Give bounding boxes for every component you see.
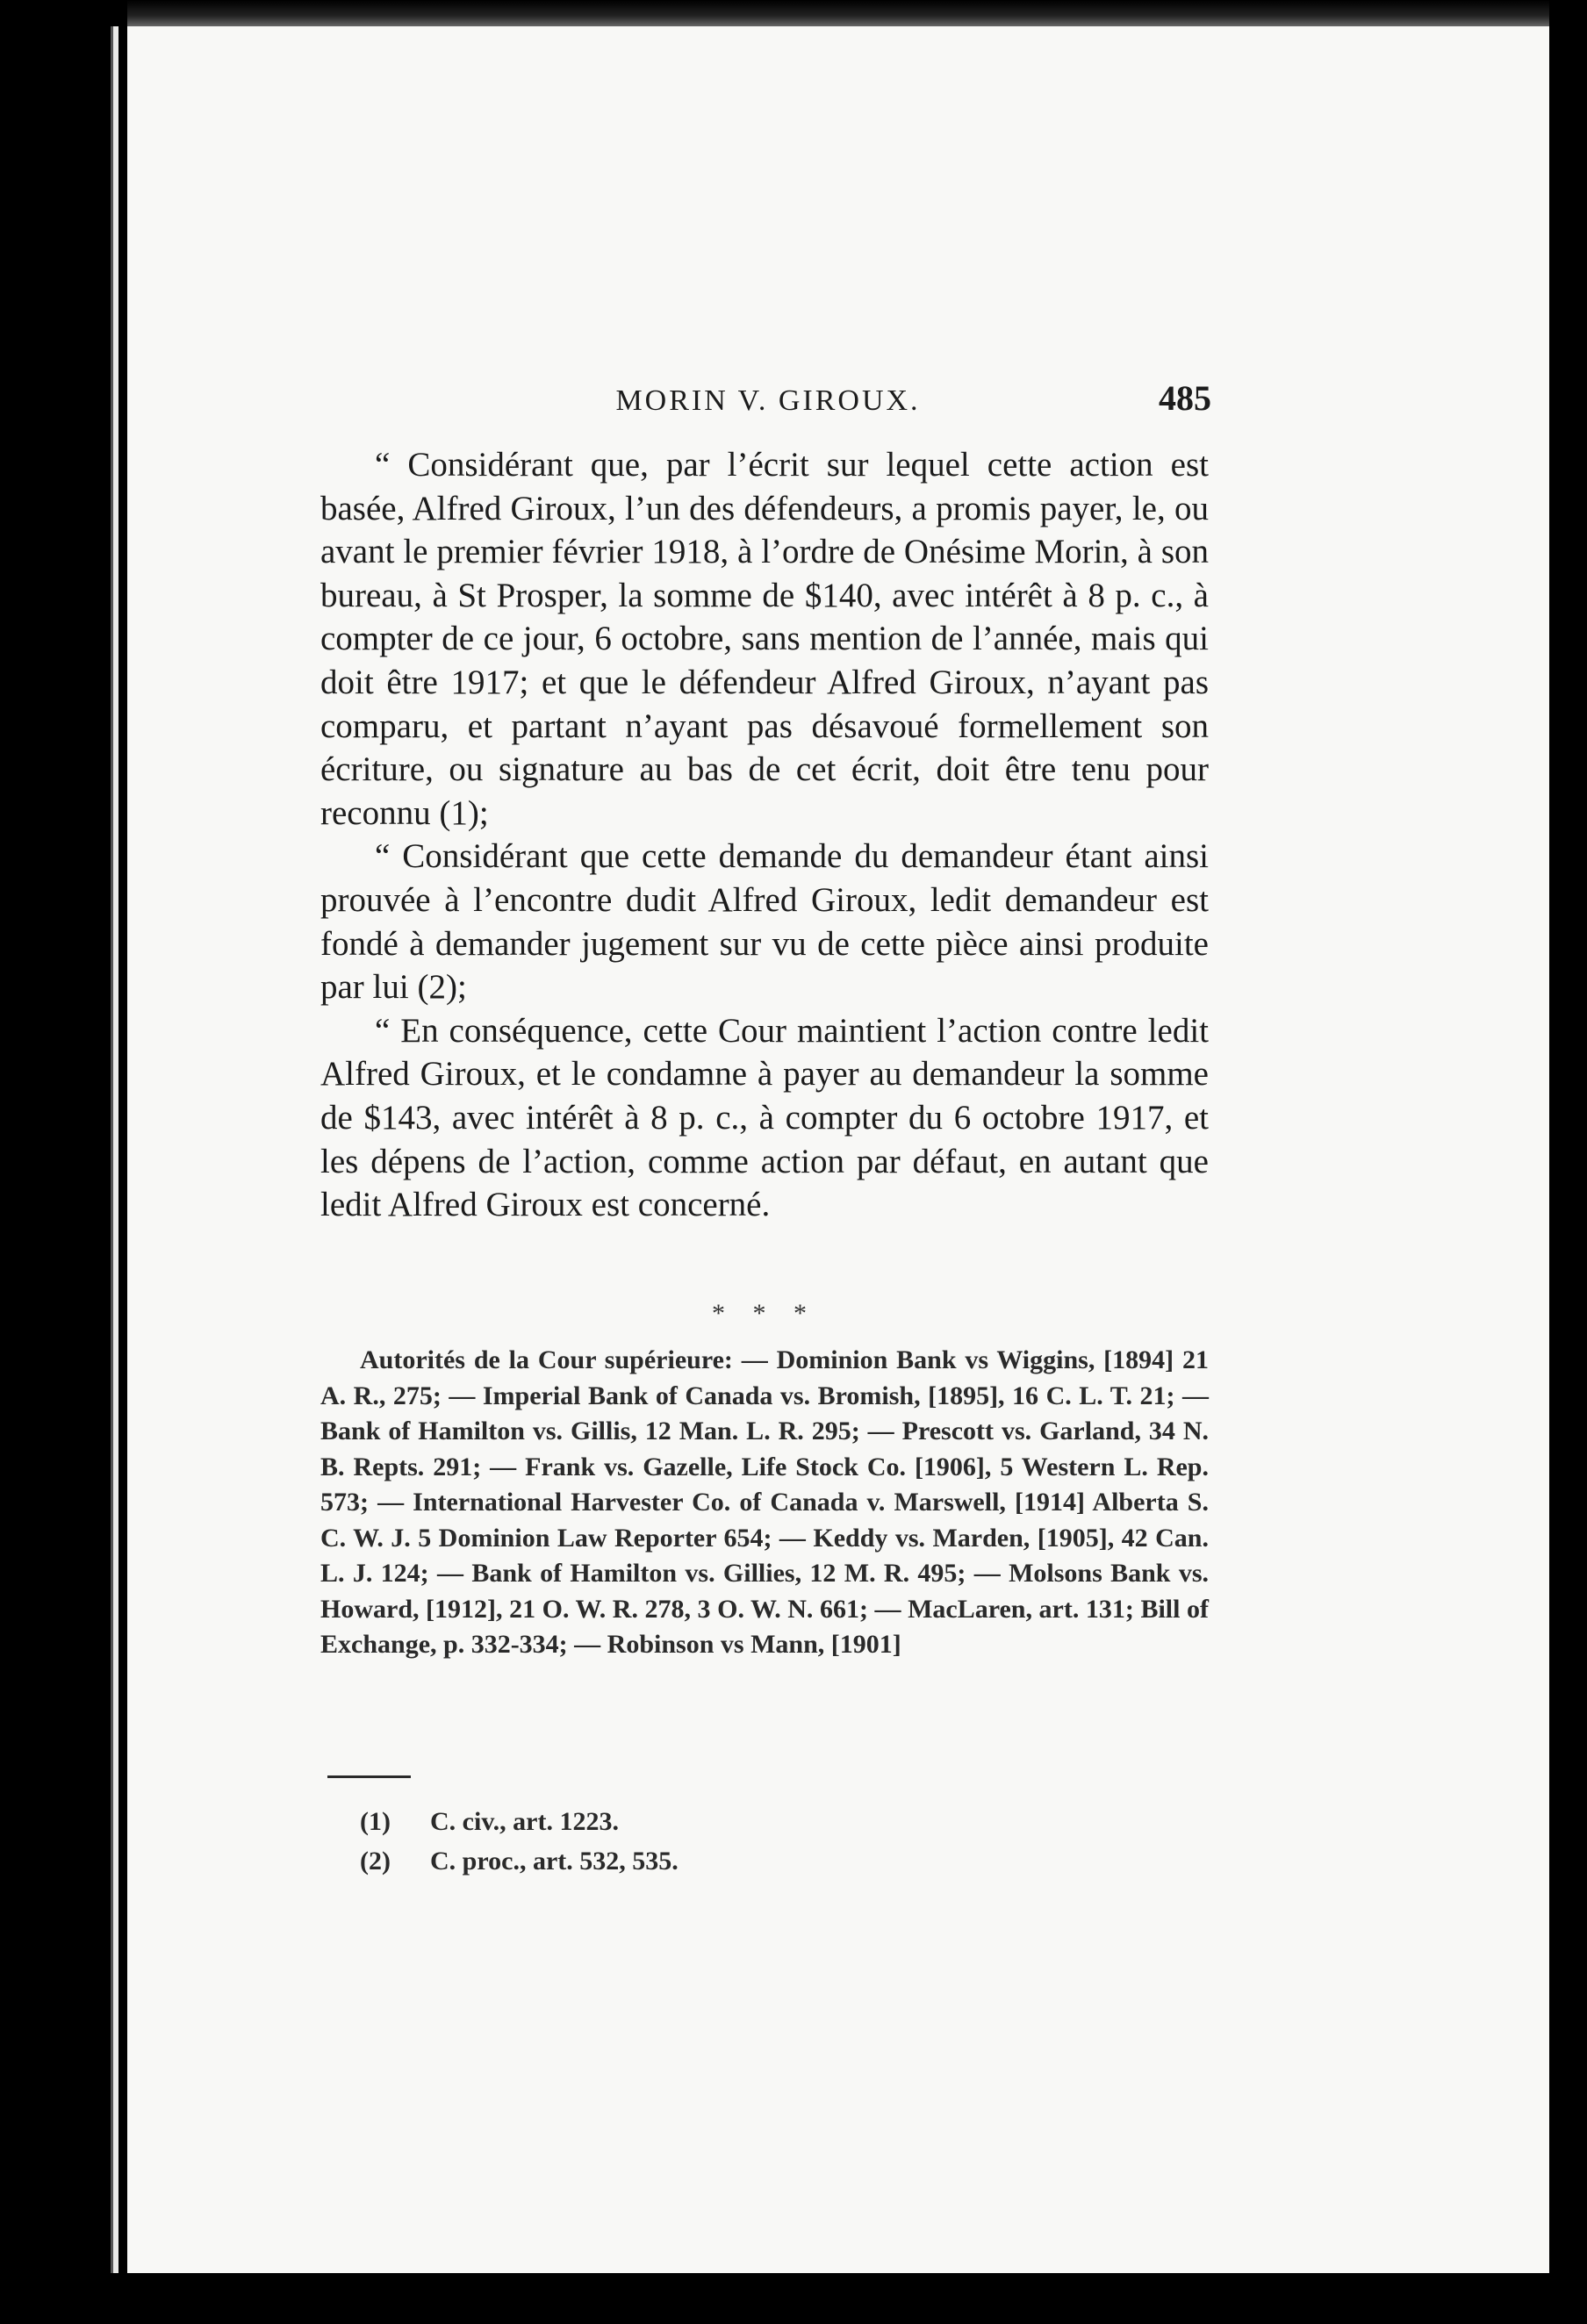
- footnote-rule: [327, 1775, 411, 1778]
- page-header: [325, 377, 1211, 430]
- running-head: MORIN V. GIROUX.: [615, 384, 921, 417]
- footnotes: [360, 1802, 679, 1881]
- authorities-paragraph: Autorités de la Cour supérieure: — Dominion Bank vs Wiggins, [1894] 21 A. R., 275; — Imperial Bank of Canada vs. Bromish, [1895], 16 C. L. T. 21; — Bank of Hamilton vs. Gillis, 12 Man. L. R. 295; — Prescott vs. Garland, 34 N. B. Repts. 291; — Frank vs. Gazelle, Life Stock Co. [1906], 5 Western L. Rep. 573; — International Harvester Co. of Canada v. Marswell, [1914] Alberta S. C. W. J. 5 Dominion Law Reporter 654; — Keddy vs. Marden, [1905], 42 Can. L. J. 124; — Bank of Hamilton vs. Gillies, 12 M. R. 495; — Molsons Bank vs. Howard, [1912], 21 O. W. R. 278, 3 O. W. N. 661; — MacLaren, art. 131; Bill of Exchange, p. 332-334; — Robinson vs Mann, [1901]: [320, 1345, 1209, 1659]
- book-gutter: [111, 26, 118, 2273]
- scan-top-edge: [127, 0, 1549, 26]
- footnote: [360, 1841, 679, 1881]
- page-number: 485: [1159, 378, 1211, 418]
- judgment-text: [320, 443, 1209, 1227]
- footnote-number: (2): [360, 1847, 391, 1876]
- footnote-text: C. civ., art. 1223.: [430, 1807, 619, 1836]
- paragraph: “ Considérant que, par l’écrit sur lequel cette action est basée, Alfred Giroux, l’un des défendeurs, a promis payer, le, ou avant le premier février 1918, à l’ordre de Onésime Morin, à son bureau, à St Prosper, la somme de $140, avec intérêt à 8 p. c., à compter de ce jour, 6 octobre, sans mention de l’année, mais qui doit être 1917; et que le défendeur Alfred Giroux, n’ayant pas comparu, et partant n’ayant pas désavoué formellement son écriture, ou signature au bas de cet écrit, doit être tenu pour reconnu (1);: [320, 446, 1209, 832]
- footnote-number: (1): [360, 1807, 391, 1836]
- section-separator: * * *: [712, 1299, 817, 1328]
- scan-right-edge: [1549, 0, 1587, 2324]
- paragraph: “ Considérant que cette demande du demandeur étant ainsi prouvée à l’encontre dudit Alfred Giroux, ledit demandeur est fondé à demander jugement sur vu de cette pièce ainsi produite par lui (2);: [320, 837, 1209, 1007]
- footnote: [360, 1802, 679, 1841]
- footnote-text: C. proc., art. 532, 535.: [430, 1847, 679, 1876]
- paragraph: “ En conséquence, cette Cour maintient l’action contre ledit Alfred Giroux, et le condamne à payer au demandeur la somme de $143, avec intérêt à 8 p. c., à compter du 6 octobre 1917, et les dépens de l’action, comme action par défaut, en autant que ledit Alfred Giroux est concerné.: [320, 1011, 1209, 1224]
